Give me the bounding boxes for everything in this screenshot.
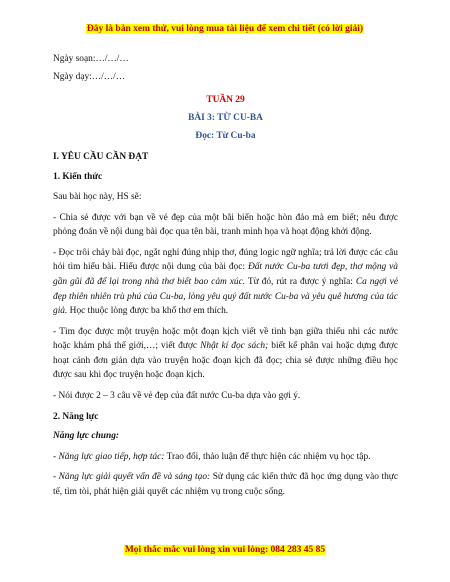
general-competence-label: Năng lực chung: [53,431,120,442]
preview-banner-text: Đây là bản xem thử, vui lòng mua tài liệu để xem chi tiết (có lời giải) [86,24,364,34]
reading-title: Đọc: Từ Cu-ba [195,131,256,142]
preview-banner [0,24,450,34]
paragraph-reading: - Đọc trôi chảy bài đọc, ngắt nghỉ đúng nhịp thơ, đúng logic ngữ nghĩa; trả lời được các câu hỏi tìm hiểu bài. Hiểu được nội dung của bài đọc: Đất nước Cu-ba tươi đẹp, thơ mộng và gần gũi đã để lại trong nhà thơ biết bao cảm xúc. Từ đó, rút ra được ý nghĩa: Ca ngợi vẻ đẹp thiên nhiên trù phú của Cu-ba, lòng yêu quý đất nước Cu-ba và yêu quê hương của tác giả. Học thuộc lòng được ba khổ thơ em thích. [53,247,398,317]
paragraph-speaking: - Nói được 2 – 3 câu về vẻ đẹp của đất nước Cu-ba dựa vào gợi ý. [53,391,301,402]
document-body [53,52,398,506]
section-heading: I. YÊU CẦU CẦN ĐẠT [53,151,149,162]
subsection-knowledge: 1. Kiến thức [53,172,103,183]
paragraph-problem-solving: - Năng lực giải quyết vấn đề và sáng tạo: Sử dụng các kiến thức đã học ứng dụng vào thực tế, tìm tòi, phát hiện giải quyết các nhiệm vụ trong cuộc sống. [53,472,399,498]
contact-banner-text: Mọi thắc mắc vui lòng xin vui lòng: 084 283 45 85 [124,545,326,555]
contact-banner [0,545,450,555]
intro-text: Sau bài học này, HS sẽ: [53,191,142,202]
date-taught: Ngày dạy:…/…/… [53,72,126,83]
date-prepared: Ngày soạn:…/…/… [53,54,129,64]
subsection-competence: 2. Năng lực [53,411,99,422]
week-title: TUẦN 29 [206,94,245,105]
paragraph-extended-reading: - Tìm đọc được một truyện hoặc một đoạn kịch viết về tình bạn giữa thiếu nhi các nước hoặc khám phá thế giới,…; viết được Nhật kí đọc sách; biết kể phân vai hoặc dựng được hoạt cảnh đơn giản dựa vào truyện hoặc đoạn kịch đã đọc; chia sẻ được những điều học được sau khi đọc truyện hoặc đoạn kịch. [53,326,399,381]
lesson-title: BÀI 3: TỪ CU-BA [188,112,263,123]
paragraph-communication: - Năng lực giao tiếp, hợp tác: Trao đổi, thảo luận để thực hiện các nhiệm vụ học tập. [53,451,371,462]
paragraph-share: - Chia sẻ được với bạn về vẻ đẹp của một bãi biển hoặc hòn đảo mà em biết; nêu được phỏng đoán về nội dung bài đọc qua tên bài, tranh minh họa và hoạt động khởi động. [53,212,398,238]
